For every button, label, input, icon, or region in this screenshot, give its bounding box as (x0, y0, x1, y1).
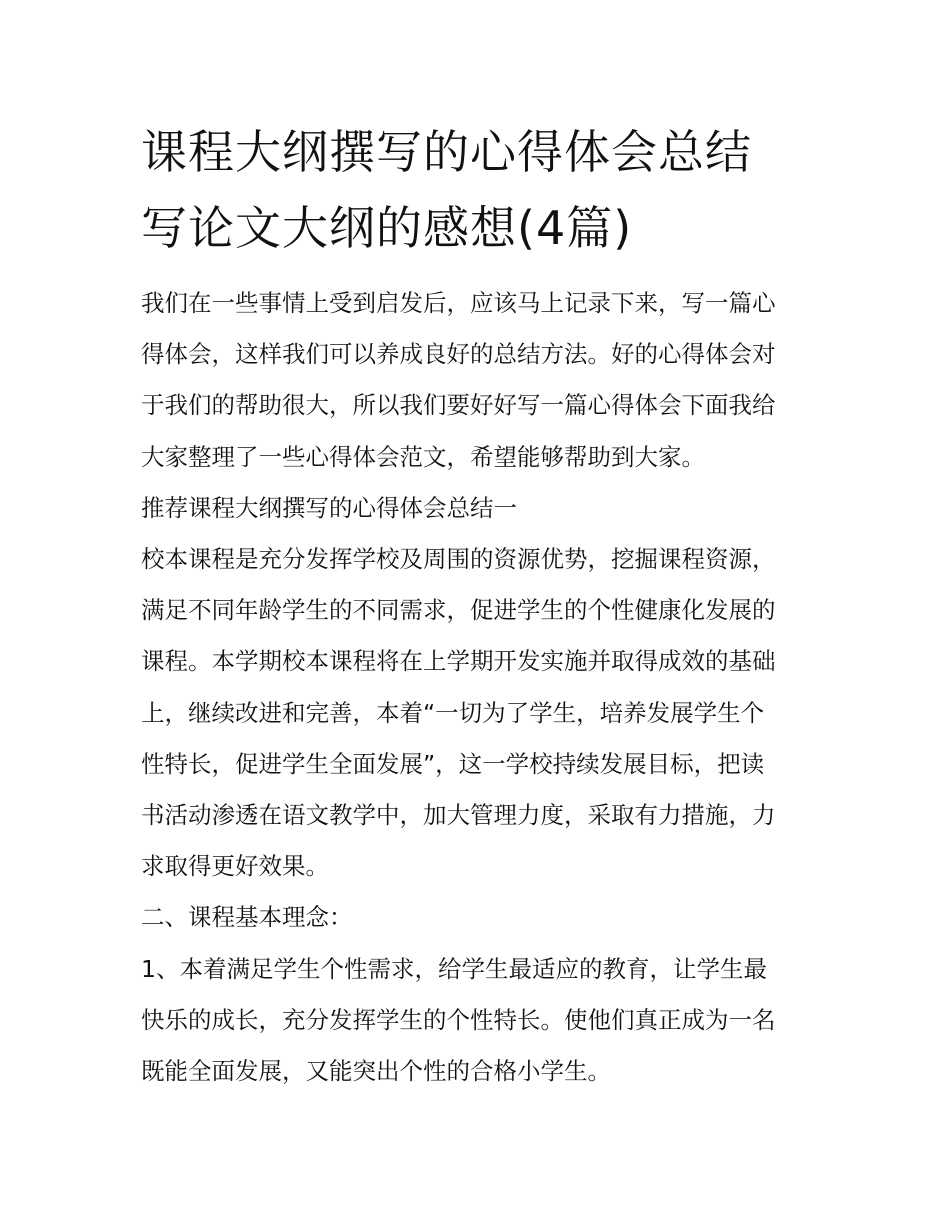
text-line: 书活动渗透在语文教学中，加大管理力度，采取有力措施，力 (141, 801, 776, 830)
text-line: 快乐的成长，充分发挥学生的个性特长。使他们真正成为一名 (141, 1005, 776, 1034)
text-line: 满足不同年龄学生的不同需求，促进学生的个性健康化发展的 (141, 596, 776, 625)
text-line: 推荐课程大纲撰写的心得体会总结一 (141, 493, 517, 522)
text-line: 得体会，这样我们可以养成良好的总结方法。好的心得体会对 (141, 340, 776, 369)
intro-paragraph (141, 278, 821, 483)
text-line: 二、课程基本理念： (141, 903, 353, 932)
text-line: 大家整理了一些心得体会范文，希望能够帮助到大家。 (141, 442, 705, 471)
text-line: 校本课程是充分发挥学校及周围的资源优势，挖掘课程资源， (141, 545, 776, 574)
body-paragraph (141, 534, 821, 892)
text-line: 我们在一些事情上受到启发后，应该马上记录下来，写一篇心 (141, 289, 776, 317)
list-paragraph (141, 944, 821, 1098)
section-heading (141, 483, 821, 534)
text-line: 性特长，促进学生全面发展”，这一学校持续发展目标，把读 (141, 749, 765, 778)
document-title (141, 114, 831, 266)
subsection-heading (141, 892, 821, 943)
text-line: 求取得更好效果。 (141, 852, 329, 881)
document-body (141, 278, 821, 1097)
text-line: 上，继续改进和完善，本着“一切为了学生，培养发展学生个 (141, 698, 765, 727)
text-line: 于我们的帮助很大，所以我们要好好写一篇心得体会下面我给 (141, 391, 776, 420)
title-line: 写论文大纲的感想(4篇) (141, 201, 633, 255)
text-line: 既能全面发展，又能突出个性的合格小学生。 (141, 1057, 611, 1086)
text-line: 1、本着满足学生个性需求，给学生最适应的教育，让学生最 (141, 954, 767, 983)
text-line: 课程。本学期校本课程将在上学期开发实施并取得成效的基础 (141, 647, 776, 676)
title-line: 课程大纲撰写的心得体会总结 (141, 125, 752, 179)
